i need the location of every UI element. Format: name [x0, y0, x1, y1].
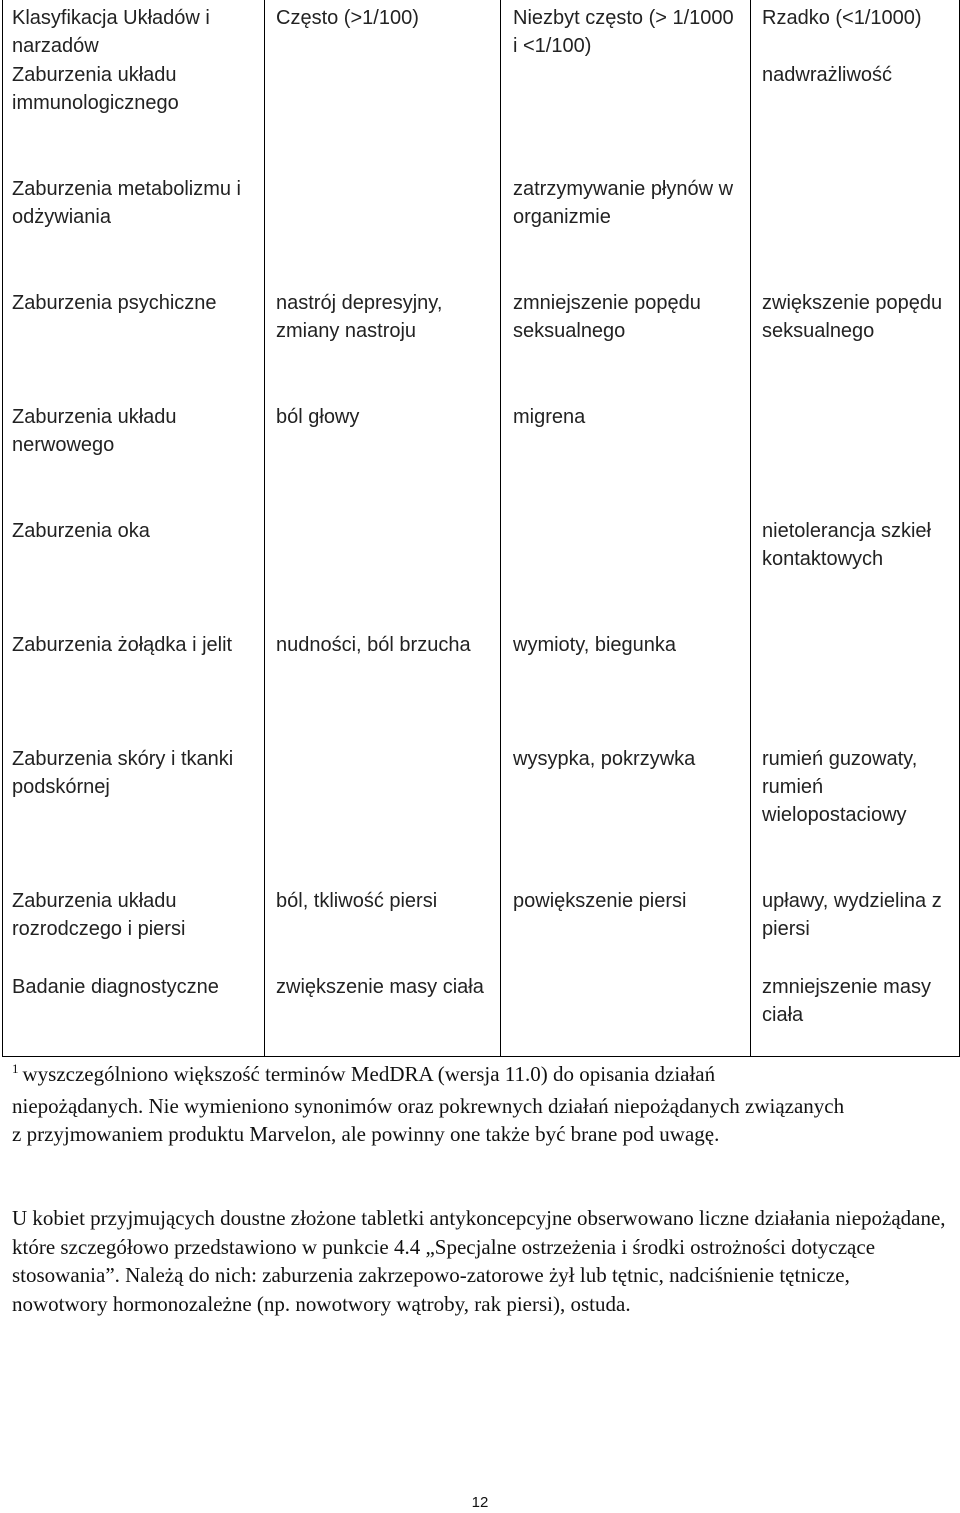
table-row-often: ból, tkliwość piersi: [276, 890, 438, 912]
table-border-left: [2, 0, 3, 1057]
table-row-often: ból głowy: [276, 406, 360, 428]
footnote: [12, 1060, 848, 1149]
table-column-divider: [500, 0, 501, 1057]
header-classification: Klasyfikacja Układów i narzadów: [12, 7, 210, 57]
body-paragraph: U kobiet przyjmujących doustne złożone tabletki antykoncepcyjne obserwowano liczne działania niepożądane, które szczegółowo przedstawiono w punkcie 4.4 „Specjalne ostrzeżenia i środki ostrożności dotyczące stosowania”. Należą do nich: zaburzenia zakrzepowo-zatorowe żył lub tętnic, nadciśnienie tętnicze, nowotwory hormonozależne (np. nowotwory wątroby, rak piersi), ostuda.: [12, 1206, 946, 1316]
table-row-uncommon: wymioty, biegunka: [513, 634, 677, 656]
footnote-marker: 1: [12, 1061, 19, 1076]
page-number: 12: [471, 1494, 489, 1511]
table-column-divider: [750, 0, 751, 1057]
table-row-category: Zaburzenia żołądka i jelit: [12, 634, 233, 656]
table-row-category: Zaburzenia układu rozrodczego i piersi: [12, 890, 186, 940]
table-row-rare: zmniejszenie masy ciała: [762, 976, 931, 1026]
table-row-rare: zwiększenie popędu seksualnego: [762, 292, 943, 342]
table-row-rare: rumień guzowaty, rumień wielopostaciowy: [762, 748, 918, 826]
table-row-often: nudności, ból brzucha: [276, 634, 471, 656]
table-row-rare: nadwrażliwość: [762, 64, 893, 86]
table-row-category: Zaburzenia metabolizmu i odżywiania: [12, 178, 241, 228]
table-row-uncommon: zatrzymywanie płynów w organizmie: [513, 178, 734, 228]
table-row-uncommon: migrena: [513, 406, 586, 428]
table-row-category: Zaburzenia układu nerwowego: [12, 406, 177, 456]
header-often: Często (>1/100): [276, 7, 419, 29]
table-row-rare: nietolerancja szkieł kontaktowych: [762, 520, 931, 570]
table-column-divider: [264, 0, 265, 1057]
table-row-often: zwiększenie masy ciała: [276, 976, 484, 998]
header-uncommon: Niezbyt często (> 1/1000 i <1/100): [513, 7, 734, 57]
header-rare: Rzadko (<1/1000): [762, 7, 922, 29]
table-row-uncommon: zmniejszenie popędu seksualnego: [513, 292, 701, 342]
table-row-category: Zaburzenia układu immunologicznego: [12, 64, 179, 114]
table-row-rare: upławy, wydzielina z piersi: [762, 890, 942, 940]
table-row-category: Zaburzenia skóry i tkanki podskórnej: [12, 748, 234, 798]
table-row-category: Zaburzenia psychiczne: [12, 292, 217, 314]
table-row-category: Badanie diagnostyczne: [12, 976, 219, 998]
table-row-uncommon: wysypka, pokrzywka: [513, 748, 696, 770]
footnote-text: wyszczególniono większość terminów MedDRA (wersja 11.0) do opisania działań niepożądanych. Nie wymieniono synonimów oraz pokrewnych działań niepożądanych związanych z przyjmowaniem produktu Marvelon, ale powinny one także być brane pod uwagę.: [12, 1062, 845, 1146]
table-row-often: nastrój depresyjny, zmiany nastroju: [276, 292, 443, 342]
table-row-category: Zaburzenia oka: [12, 520, 150, 542]
table-border-bottom: [2, 1056, 960, 1057]
table-row-uncommon: powiększenie piersi: [513, 890, 687, 912]
